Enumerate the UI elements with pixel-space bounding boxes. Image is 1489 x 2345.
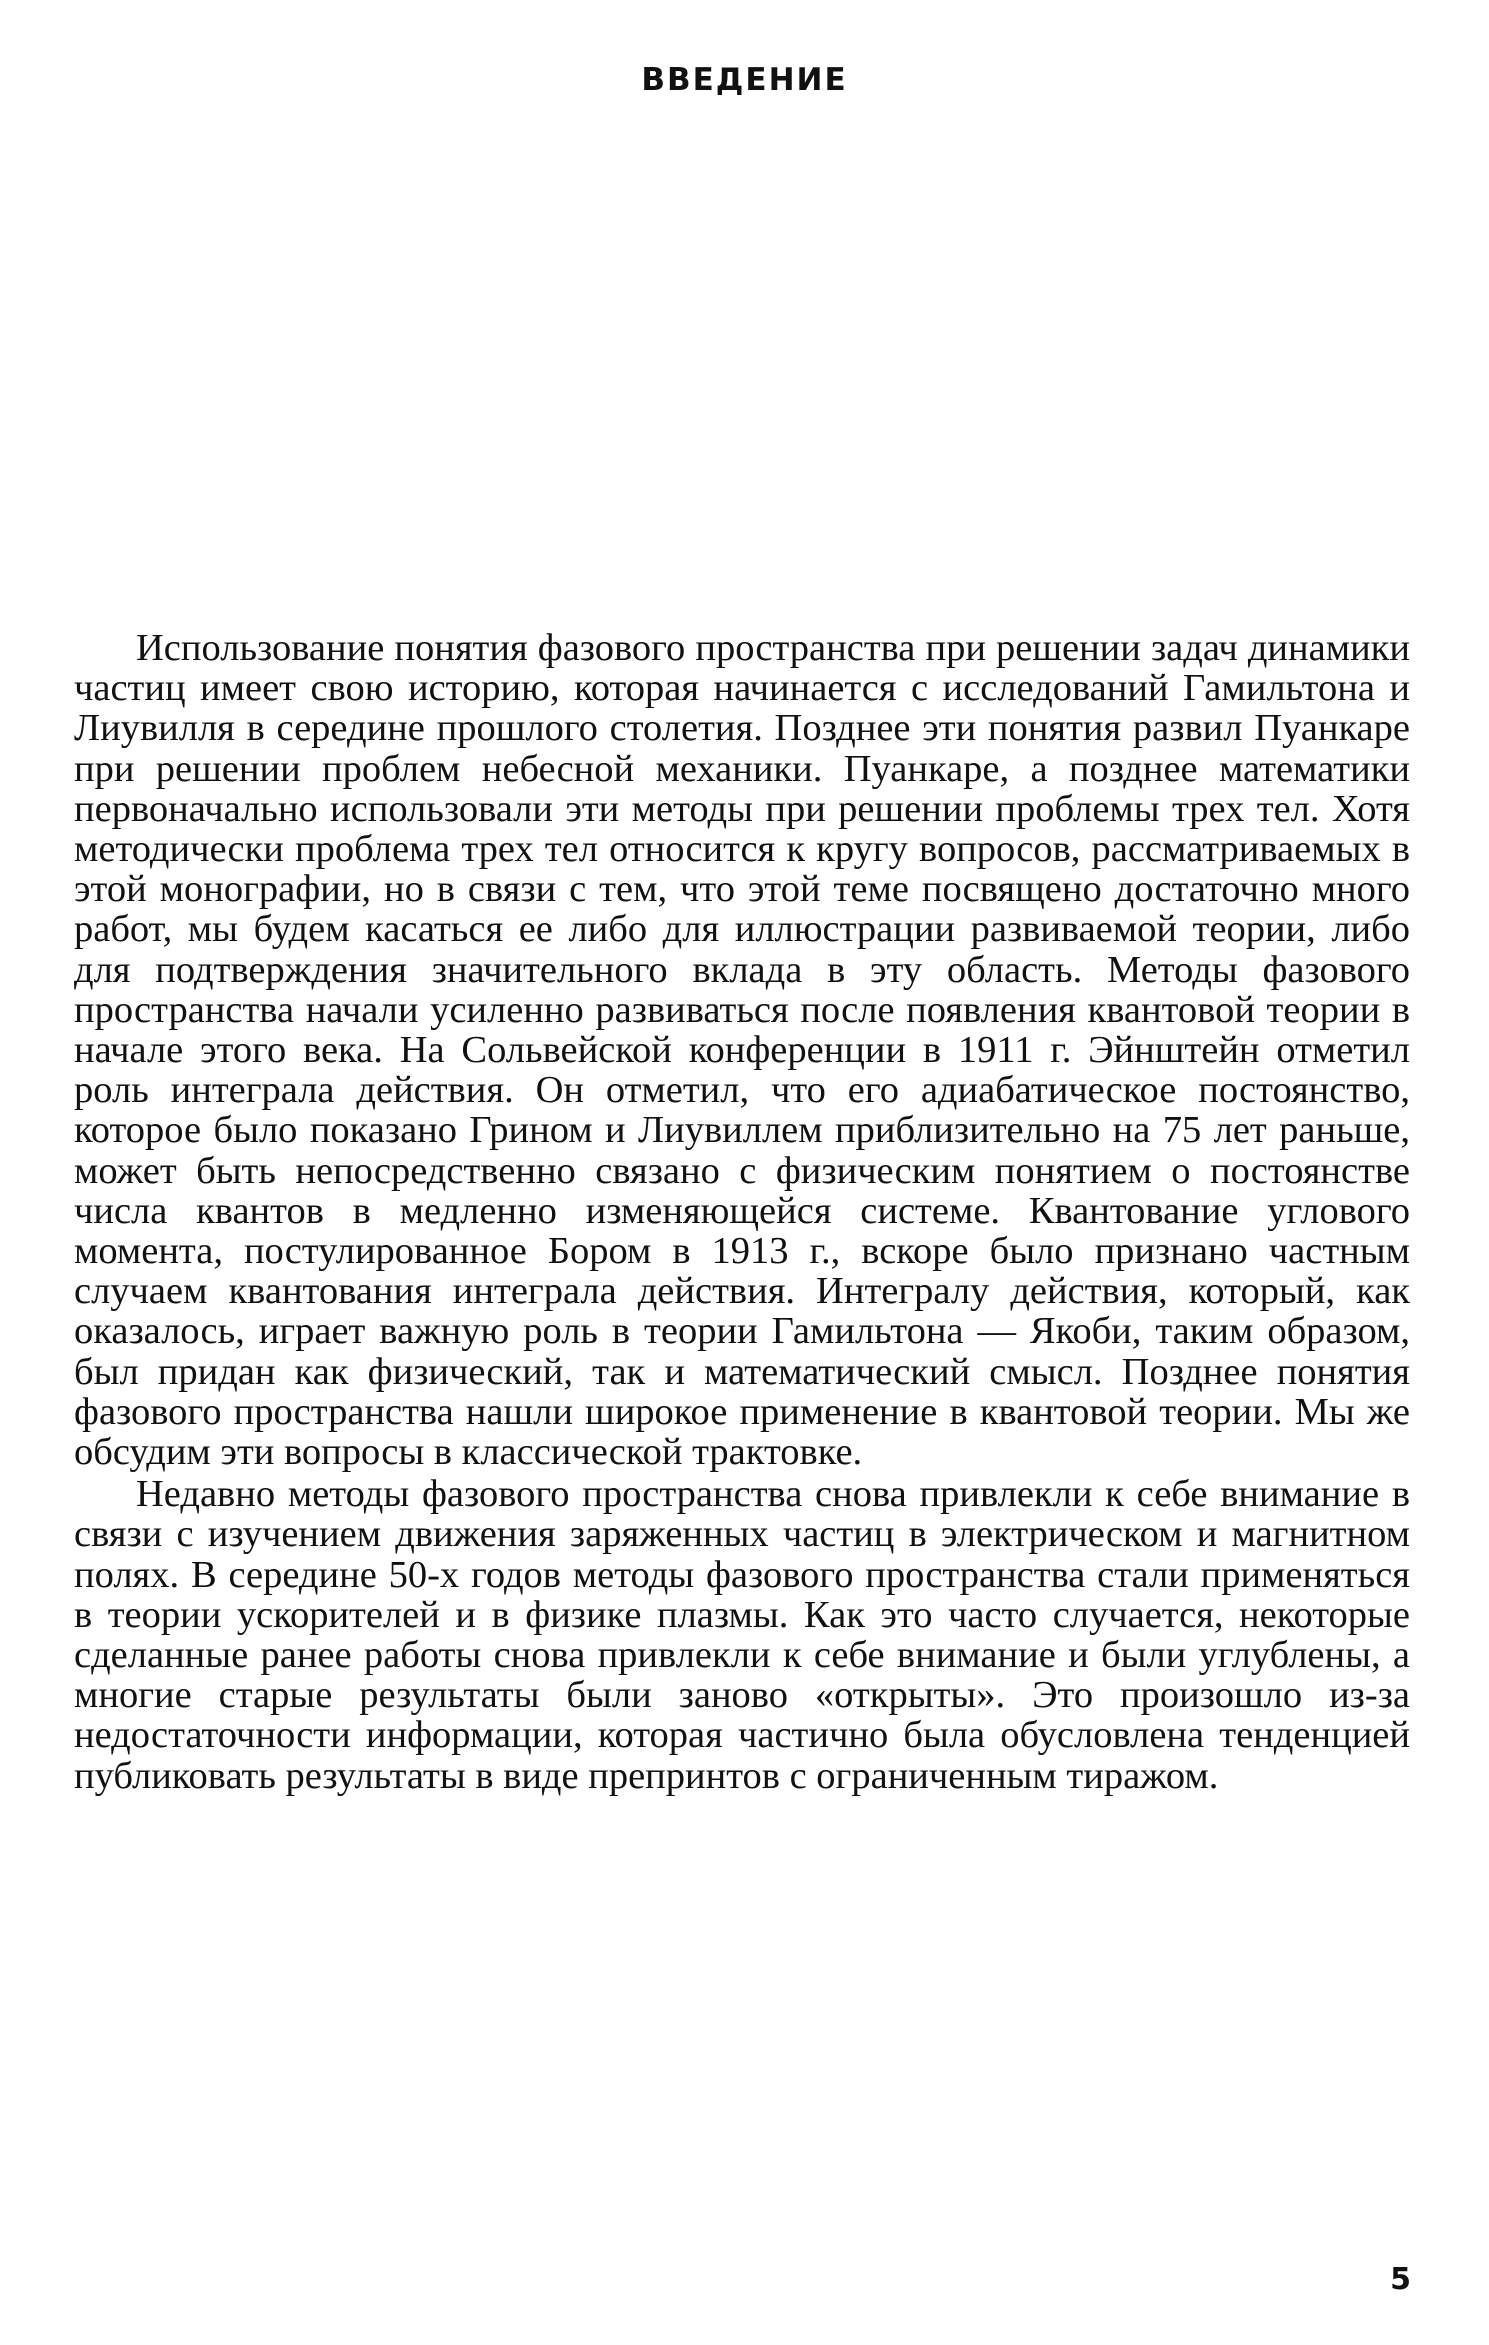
body-text bbox=[74, 628, 1410, 1796]
paragraph-1: Использование понятия фазового пространства при решении задач динамики частиц имеет свою историю, которая начинается с исследований Гамильтона и Лиувилля в середине прошлого столетия. Позднее эти понятия развил Пуанкаре при решении проблем небесной механики. Пуанкаре, а позднее математики первоначально использовали эти методы при решении проблемы трех тел. Хотя методически проблема трех тел относится к кругу вопросов, рассматриваемых в этой монографии, но в связи с тем, что этой теме посвящено достаточно много работ, мы будем касаться ее либо для иллюстрации развиваемой теории, либо для подтверждения значительного вклада в эту область. Методы фазового пространства начали усиленно развиваться после появления квантовой теории в начале этого века. На Сольвейской конференции в 1911 г. Эйнштейн отметил роль интеграла действия. Он отметил, что его адиабатическое постоянство, которое было показано Грином и Лиувиллем приблизительно на 75 лет раньше, может быть непосредственно связано с физическим понятием о постоянстве числа квантов в медленно изменяющейся системе. Квантование углового момента, постулированное Бором в 1913 г., вскоре было признано частным случаем квантования интеграла действия. Интегралу действия, который, как оказалось, играет важную роль в теории Гамильтона — Якоби, таким образом, был придан как физический, так и математический смысл. Позднее понятия фазового пространства нашли широкое применение в квантовой теории. Мы же обсудим эти вопросы в классической трактовке. bbox=[74, 627, 1410, 1474]
page-number: 5 bbox=[1390, 2262, 1411, 2297]
chapter-heading: ВВЕДЕНИЕ bbox=[641, 62, 848, 98]
paragraph-2: Недавно методы фазового пространства снова привлекли к себе внимание в связи с изучением движения заряженных частиц в электрическом и магнитном полях. В середине 50-х годов методы фазового пространства стали применяться в теории ускорителей и в физике плазмы. Как это часто случается, некоторые сделанные ранее работы снова привлекли к себе внимание и были углублены, а многие старые результаты были заново «открыты». Это произошло из-за недостаточности информации, которая частично была обусловлена тенденцией публиковать результаты в виде препринтов с ограниченным тиражом. bbox=[74, 1473, 1410, 1797]
